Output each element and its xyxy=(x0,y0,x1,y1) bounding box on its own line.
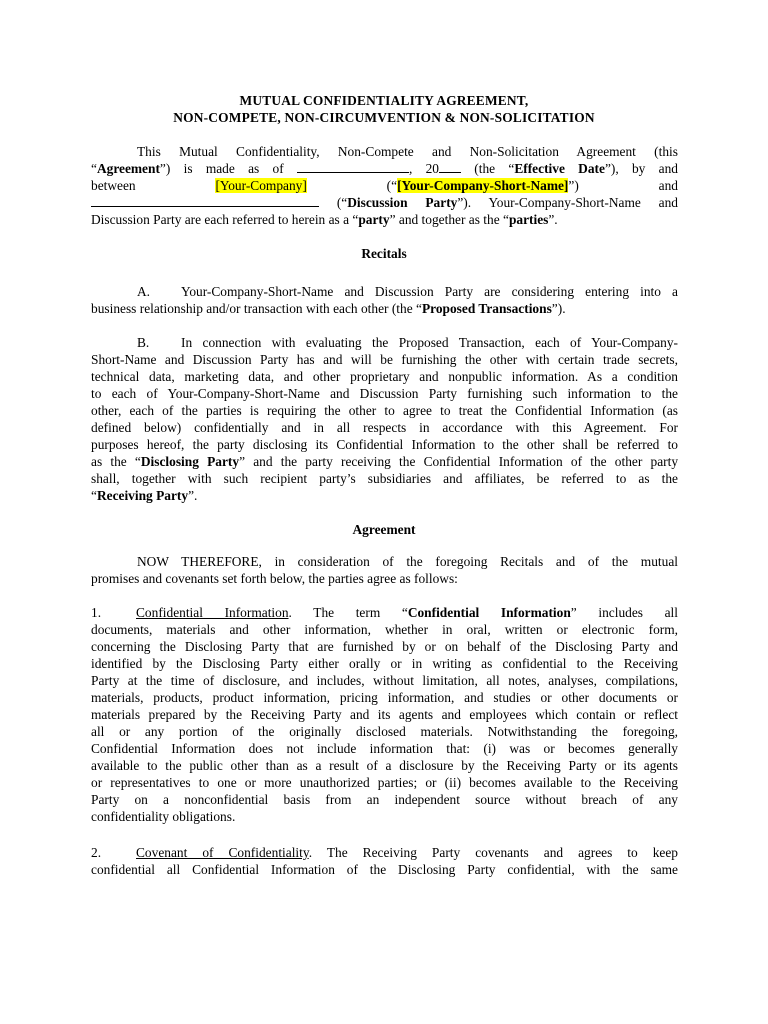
recital-b: B. In connection with evaluating the Proposed Transaction, each of Your-Company- Short-Name and Discussion Party has and will be furnishing the other with certain trade secrets, technical data, marketing data, and other proprietary and nonpublic information. As a condition to each of Your-Company-Short-Name and Discussion Party furnishing such information to the other, each of the parties is requiring the other to agree to treat the Confidential Information (as defined below) confidentially and in all respects in accordance with this Agreement. For purposes hereof, the party disclosing its Confidential Information to the other shall be referred to as the “Disclosing Party” and the party receiving the Confidential Information of the other party shall, together with such recipient party’s subsidiaries and affiliates, be referred to as the “Receiving Party”. xyxy=(91,335,679,503)
intro-paragraph xyxy=(91,143,678,228)
effective-date-term: Effective Date xyxy=(514,161,605,176)
discussion-party-term: Discussion Party xyxy=(347,195,458,210)
recital-a-label: A. xyxy=(137,284,151,299)
intro-line-4: (“Discussion Party”). Your-Company-Short-Name and xyxy=(91,194,678,211)
document-title-line-2: NON-COMPETE, NON-CIRCUMVENTION & NON-SOLICITATION xyxy=(173,110,595,125)
disclosing-party-term: Disclosing Party xyxy=(140,454,240,469)
receiving-party-term: Receiving Party xyxy=(96,488,189,503)
short-name-placeholder: [Your-Company-Short-Name] xyxy=(397,178,569,193)
company-placeholder: [Your-Company] xyxy=(215,178,307,193)
now-therefore-paragraph: NOW THEREFORE, in consideration of the foregoing Recitals and of the mutual promises and covenants set forth below, the parties agree as follows: xyxy=(91,554,678,586)
section-1-number: 1. xyxy=(91,605,102,620)
section-2-number: 2. xyxy=(91,845,102,860)
intro-line-1: This Mutual Confidentiality, Non-Compete and Non-Solicitation Agreement (this xyxy=(137,144,678,159)
section-2-title: Covenant of Confidentiality xyxy=(136,845,309,860)
section-1-confidential-information: 1. Confidential Information. The term “Confidential Information” includes all documents, materials and other information, whether in oral, written or electronic form, concerning the Disclosing Party that are furnished by or on behalf of the Disclosing Party and identified by the Disclosing Party either orally or in writing as confidential to the Receiving Party at the time of disclosure, and includes, without limitation, all notes, analyses, compilations, materials, products, product information, pricing information, and studies or other documents or materials prepared by the Receiving Party and its agents and employees which contain or reflect all or any portion of the originally disclosed materials. Notwithstanding the foregoing, Confidential Information does not include information that: (i) was or becomes generally available to the public other than as a result of a disclosure by the Receiving Party or its agents or representatives to one or more unauthorized parties; or (ii) becomes available to the Receiving Party on a nonconfidential basis from an independent source without breach of any confidentiality obligations. xyxy=(91,605,678,824)
agreement-term: Agreement xyxy=(96,161,160,176)
recital-a: A. Your-Company-Short-Name and Discussion Party are considering entering into a business relationship and/or transaction with each other (the “Proposed Transactions”). xyxy=(91,284,678,316)
proposed-transactions-term: Proposed Transactions xyxy=(421,301,552,316)
document-title-line-1: MUTUAL CONFIDENTIALITY AGREEMENT, xyxy=(239,93,529,108)
intro-line-2: “Agreement”) is made as of , 20 (the “Effective Date”), by and xyxy=(91,161,678,176)
date-blank xyxy=(297,160,409,173)
agreement-heading: Agreement xyxy=(352,522,416,537)
intro-line-5: Discussion Party are each referred to herein as a “party” and together as the “parties”. xyxy=(91,212,558,227)
recitals-heading: Recitals xyxy=(361,246,407,261)
section-2-covenant-of-confidentiality: 2. Covenant of Confidentiality. The Receiving Party covenants and agrees to keep confidential all Confidential Information of the Disclosing Party confidential, with the same xyxy=(91,845,678,877)
discussion-party-blank xyxy=(91,194,319,207)
recital-b-label: B. xyxy=(137,335,150,350)
section-1-title: Confidential Information xyxy=(136,605,289,620)
intro-line-3: between [Your-Company] (“[Your-Company-Short-Name]”) and xyxy=(91,178,678,193)
confidential-information-term: Confidential Information xyxy=(407,605,571,620)
year-blank xyxy=(439,160,461,173)
